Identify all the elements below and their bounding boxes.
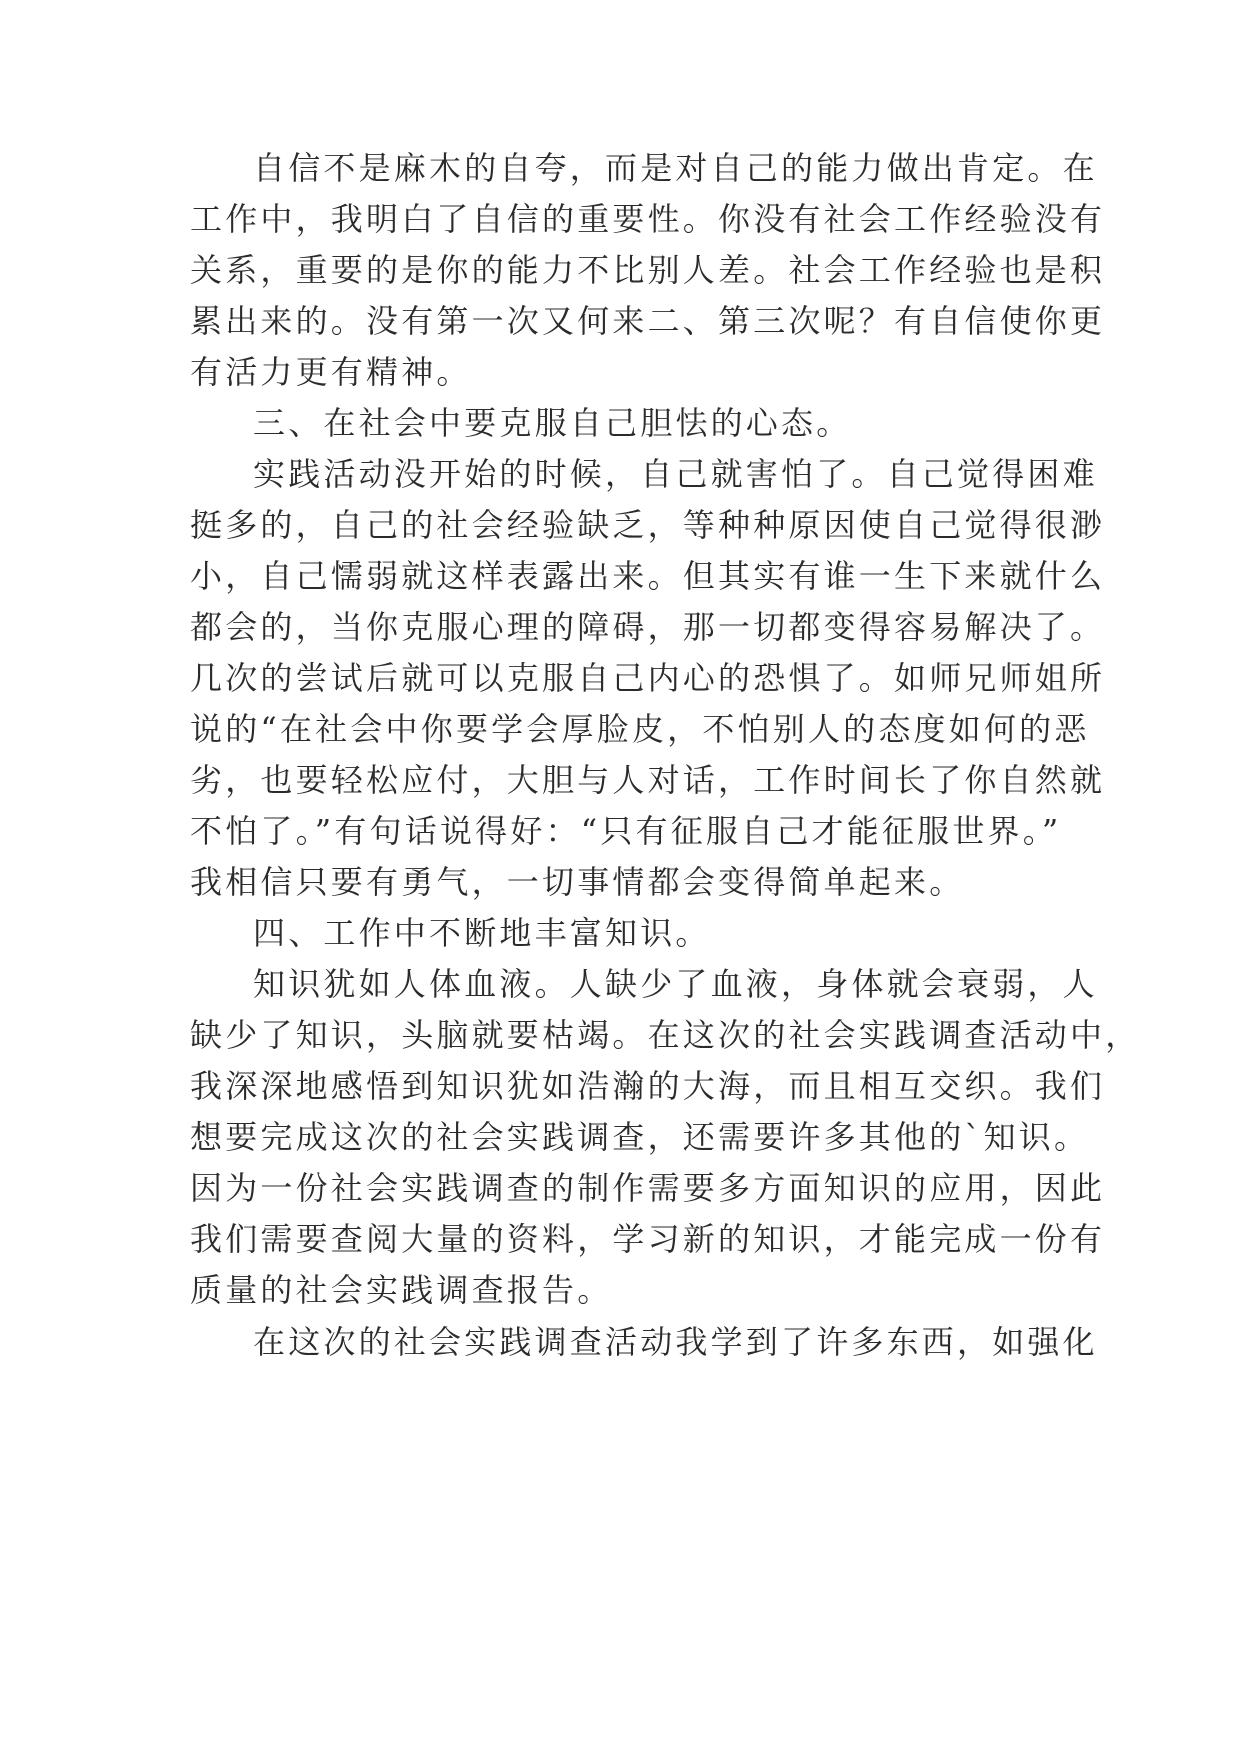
text-line: 因为一份社会实践调查的制作需要多方面知识的应用，因此: [190, 1169, 1106, 1207]
text-line: 不怕了。”有句话说得好：“只有征服自己才能征服世界。”: [190, 812, 1062, 850]
text-line: 小，自己懦弱就这样表露出来。但其实有谁一生下来就什么: [190, 557, 1106, 595]
text-line: 我深深地感悟到知识犹如浩瀚的大海，而且相互交织。我们: [190, 1067, 1106, 1105]
text-line: 知识犹如人体血液。人缺少了血液，身体就会衰弱，人: [253, 965, 1098, 1003]
text-line: 几次的尝试后就可以克服自己内心的恐惧了。如师兄师姐所: [190, 659, 1106, 697]
section-heading: 三、在社会中要克服自己胆怯的心态。: [253, 404, 852, 442]
text-line: 工作中，我明白了自信的重要性。你没有社会工作经验没有: [190, 200, 1106, 238]
text-line: 累出来的。没有第一次又何来二、第三次呢？有自信使你更: [190, 302, 1106, 340]
text-line: 挺多的，自己的社会经验缺乏，等种种原因使自己觉得很渺: [190, 506, 1106, 544]
section-heading: 四、工作中不断地丰富知识。: [253, 914, 711, 952]
text-line: 质量的社会实践调查报告。: [190, 1271, 613, 1309]
text-line: 在这次的社会实践调查活动我学到了许多东西，如强化: [253, 1323, 1098, 1361]
text-line: 关系，重要的是你的能力不比别人差。社会工作经验也是积: [190, 251, 1106, 289]
text-line: 自信不是麻木的自夸，而是对自己的能力做出肯定。在: [253, 149, 1098, 187]
text-line: 我们需要查阅大量的资料，学习新的知识，才能完成一份有: [190, 1220, 1106, 1258]
text-line: 说的“在社会中你要学会厚脸皮，不怕别人的态度如何的恶: [190, 710, 1090, 748]
text-line: 缺少了知识，头脑就要枯竭。在这次的社会实践调查活动中，: [190, 1016, 1141, 1054]
text-line: 想要完成这次的社会实践调查，还需要许多其他的`知识。: [190, 1118, 1090, 1156]
text-line: 劣，也要轻松应付，大胆与人对话，工作时间长了你自然就: [190, 761, 1106, 799]
text-line: 有活力更有精神。: [190, 353, 472, 391]
text-line: 都会的，当你克服心理的障碍，那一切都变得容易解决了。: [190, 608, 1106, 646]
text-line: 我相信只要有勇气，一切事情都会变得简单起来。: [190, 863, 965, 901]
text-line: 实践活动没开始的时候，自己就害怕了。自己觉得困难: [253, 455, 1098, 493]
